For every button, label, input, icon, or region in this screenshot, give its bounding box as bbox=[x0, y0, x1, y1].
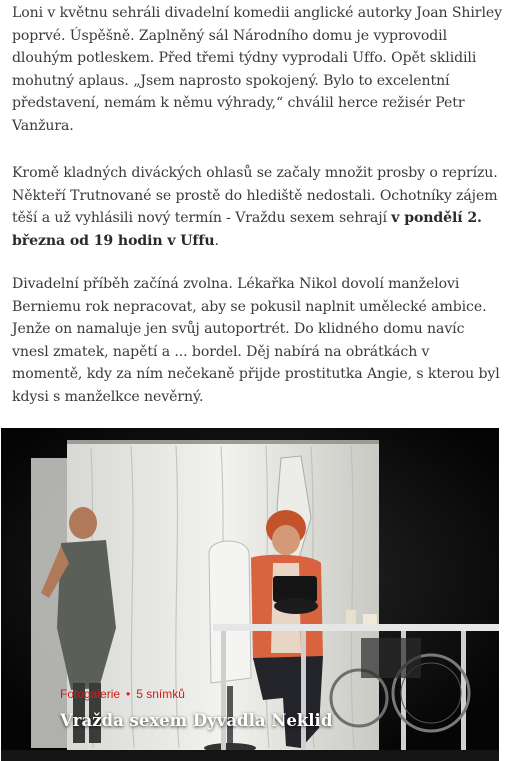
paragraph-reprise-end: . bbox=[214, 232, 219, 249]
gallery-title[interactable]: Vražda sexem Dyvadla Neklid bbox=[60, 711, 333, 730]
paragraph-intro: Loni v květnu sehráli divadelní komedii anglické autorky Joan Shirley poprvé. Úspěšně. Zaplněný sál Národního domu je vyprovodil dlouhým potleskem. Před třemi týdny vyprodali Uffo. Opět sklidili mohutný aplaus. „Jsem naprosto spokojený. Bylo to excelentní představení, nemám k němu výhrady,“ chválil herce režisér Petr Vanžura. bbox=[12, 5, 502, 134]
gallery-link[interactable]: Fotogalerie bbox=[60, 687, 121, 701]
separator-dot: • bbox=[126, 687, 131, 701]
gallery-meta[interactable] bbox=[60, 687, 185, 701]
paragraph-reprise bbox=[12, 162, 504, 252]
photo-count: 5 snímků bbox=[136, 687, 185, 701]
paragraph-plot: Divadelní příběh začíná zvolna. Lékařka Nikol dovolí manželovi Berniemu rok nepracovat, aby se pokusil naplnit umělecké ambice. Jenže on namaluje jen svůj autoportrét. Do klidného domu navíc vnesl zmatek, napětí a ... bordel. Děj nabírá na obrátkách v momentě, kdy za ním nečekaně přijde prostitutka Angie, s kterou byl kdysi s manželkce nevěrný. bbox=[12, 276, 500, 405]
performance-date: v pondělí 2. března od 19 hodin v Uffu bbox=[12, 210, 482, 249]
paragraph-reprise-text: Kromě kladných diváckých ohlasů se začaly množit prosby o reprízu. Někteří Trutnované se prostě do hlediště nedostali. Ochotníky zájem těší a už vyhlásili nový termín - Vraždu sexem sehrají bbox=[12, 165, 498, 227]
